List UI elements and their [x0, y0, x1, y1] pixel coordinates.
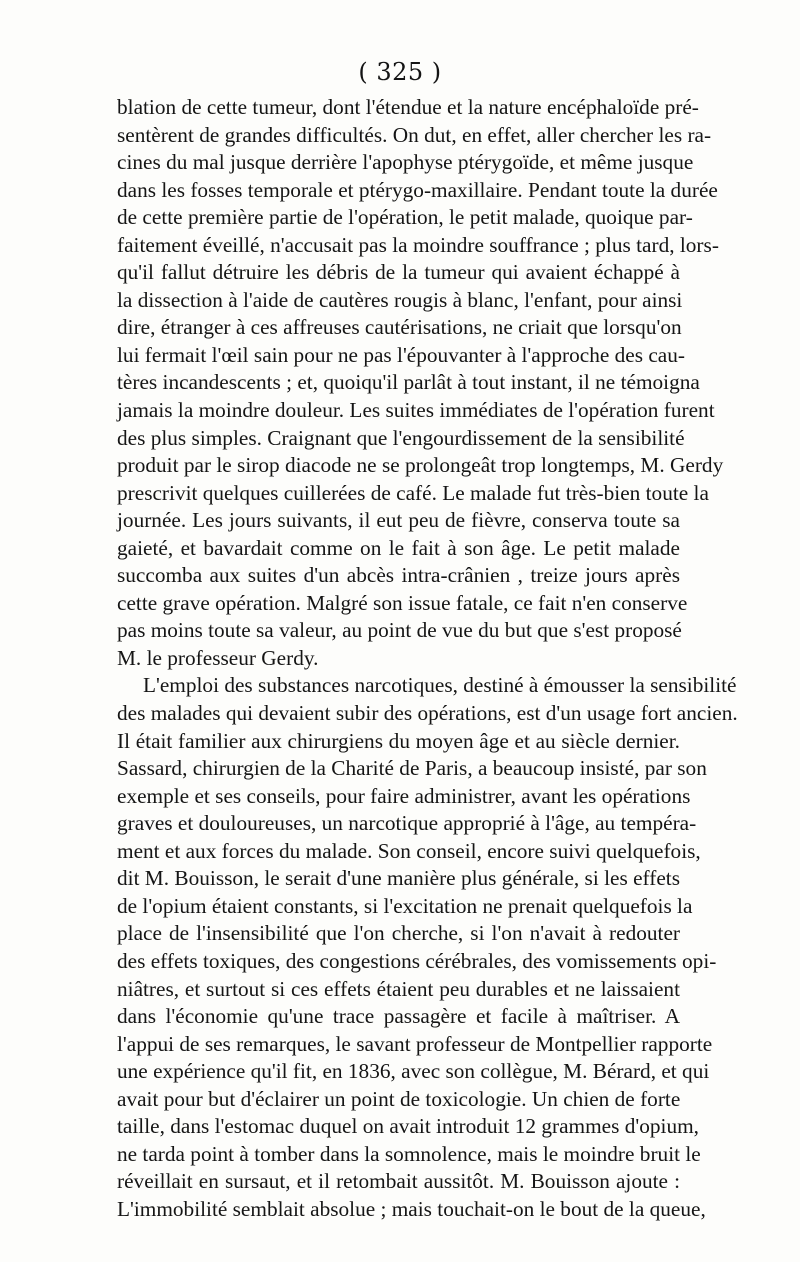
text-line: gaieté, et bavardait comme on le fait à son âge. Le petit malade: [117, 535, 680, 560]
text-line: dit M. Bouisson, le serait d'une manière plus générale, si les effets: [117, 866, 680, 891]
text-line: prescrivit quelques cuillerées de café. Le malade fut très-bien toute la: [117, 480, 709, 505]
text-line: tères incandescents ; et, quoiqu'il parlât à tout instant, il ne témoigna: [117, 370, 700, 395]
text-line: pas moins toute sa valeur, au point de vue du but que s'est proposé: [117, 618, 682, 643]
text-line: de l'opium étaient constants, si l'excitation ne prenait quelquefois la: [117, 893, 693, 918]
text-line: Sassard, chirurgien de la Charité de Paris, a beaucoup insisté, par son: [117, 756, 707, 781]
text-line: dans les fosses temporale et ptérygo-maxillaire. Pendant toute la durée: [117, 177, 718, 202]
text-line: des malades qui devaient subir des opérations, est d'un usage fort ancien.: [117, 701, 738, 726]
text-line: dans l'économie qu'une trace passagère et facile à maîtriser. A: [117, 1004, 680, 1029]
text-line: L'immobilité semblait absolue ; mais touchait-on le bout de la queue,: [117, 1196, 706, 1221]
text-line: exemple et ses conseils, pour faire administrer, avant les opérations: [117, 783, 691, 808]
text-line: qu'il fallut détruire les débris de la tumeur qui avaient échappé à: [117, 260, 680, 285]
paragraph: [117, 672, 738, 1223]
text-line: une expérience qu'il fit, en 1836, avec son collègue, M. Bérard, et qui: [117, 1059, 710, 1084]
text-line: blation de cette tumeur, dont l'étendue et la nature encéphaloïde pré-: [117, 95, 699, 119]
text-line: journée. Les jours suivants, il eut peu de fièvre, conserva toute sa: [117, 508, 680, 533]
text-line: Il était familier aux chirurgiens du moyen âge et au siècle dernier.: [117, 728, 680, 753]
text-line: succomba aux suites d'un abcès intra-crânien , treize jours après: [117, 563, 680, 588]
text-line: lui fermait l'œil sain pour ne pas l'épouvanter à l'approche des cau-: [117, 342, 685, 367]
text-line: place de l'insensibilité que l'on cherche, si l'on n'avait à redouter: [117, 921, 680, 946]
text-line: ment et aux forces du malade. Son conseil, encore suivi quelquefois,: [117, 838, 701, 863]
text-line: sentèrent de grandes difficultés. On dut, en effet, aller chercher les ra-: [117, 122, 712, 147]
text-line: dire, étranger à ces affreuses cautérisations, ne criait que lorsqu'on: [117, 315, 682, 340]
text-line: taille, dans l'estomac duquel on avait introduit 12 grammes d'opium,: [117, 1114, 699, 1139]
text-line: graves et douloureuses, un narcotique approprié à l'âge, au tempéra-: [117, 811, 697, 836]
text-line: cette grave opération. Malgré son issue fatale, ce fait n'en conserve: [117, 590, 688, 615]
text-line: ne tarda point à tomber dans la somnolence, mais le moindre bruit le: [117, 1141, 701, 1166]
text-line: faitement éveillé, n'accusait pas la moindre souffrance ; plus tard, lors-: [117, 232, 719, 257]
text-line: l'appui de ses remarques, le savant professeur de Montpellier rapporte: [117, 1031, 713, 1056]
text-line: jamais la moindre douleur. Les suites immédiates de l'opération furent: [117, 398, 715, 423]
text-line: des plus simples. Craignant que l'engourdissement de la sensibilité: [117, 425, 685, 450]
text-line: L'emploi des substances narcotiques, destiné à émousser la sensibilité: [143, 673, 737, 698]
text-line: produit par le sirop diacode ne se prolongeât trop longtemps, M. Gerdy: [117, 453, 724, 478]
text-line: réveillait en sursaut, et il retombait aussitôt. M. Bouisson ajoute :: [117, 1169, 680, 1194]
text-line: M. le professeur Gerdy.: [117, 645, 319, 670]
text-line: cines du mal jusque derrière l'apophyse ptérygoïde, et même jusque: [117, 150, 694, 175]
text-line: avait pour but d'éclairer un point de toxicologie. Un chien de forte: [117, 1086, 681, 1111]
text-line: niâtres, et surtout si ces effets étaient peu durables et ne laissaient: [117, 976, 680, 1001]
page-number: ( 325 ): [358, 58, 442, 86]
body-text: [117, 94, 738, 1223]
text-line: de cette première partie de l'opération, le petit malade, quoique par-: [117, 205, 693, 230]
text-line: la dissection à l'aide de cautères rougis à blanc, l'enfant, pour ainsi: [117, 287, 683, 312]
text-line: des effets toxiques, des congestions cérébrales, des vomissements opi-: [117, 948, 717, 973]
paragraph: [117, 94, 724, 672]
